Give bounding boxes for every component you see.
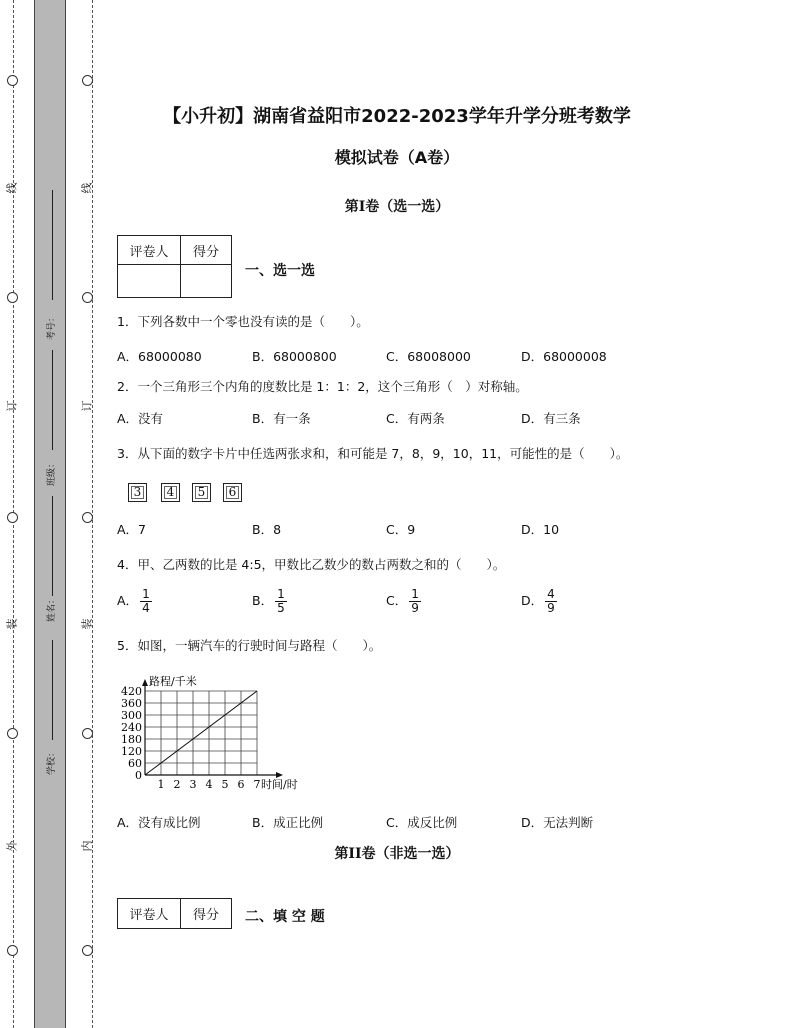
fraction: [275, 588, 287, 615]
punch-hole: [7, 945, 18, 956]
q3-option-a[interactable]: A．7: [117, 522, 147, 537]
grader-label: 评卷人: [118, 236, 181, 265]
number-card: 3: [128, 483, 147, 502]
score-table-1: [117, 235, 232, 298]
y-tick-label: 180: [121, 733, 142, 746]
punch-hole: [82, 75, 93, 86]
chart-y-axis-label: 路程/千米: [149, 675, 197, 688]
question-2: 2．一个三角形三个内角的度数比是 1：1：2，这个三角形（ ）对称轴。: [117, 379, 528, 394]
q2-option-c[interactable]: C．有两条: [386, 411, 445, 426]
q4-option-b[interactable]: [252, 588, 287, 615]
name-blank[interactable]: [52, 496, 53, 596]
x-tick-label: 1: [157, 778, 165, 791]
q2-option-d[interactable]: D．有三条: [521, 411, 581, 426]
q2-option-a[interactable]: A．没有: [117, 411, 164, 426]
exam-number-label: 考号：: [47, 312, 57, 340]
q1-option-a[interactable]: A．68000080: [117, 349, 202, 364]
punch-hole: [7, 512, 18, 523]
question-5: 5．如图，一辆汽车的行驶时间与路程（ ）。: [117, 638, 382, 653]
grader-label: 评卷人: [118, 899, 181, 929]
punch-hole: [82, 728, 93, 739]
q5-option-d[interactable]: D．无法判断: [521, 815, 594, 830]
fraction: [409, 588, 421, 615]
q5-option-a[interactable]: A．没有成比例: [117, 815, 201, 830]
margin-char-nei: 内: [80, 840, 94, 852]
q5-option-c[interactable]: C．成反比例: [386, 815, 458, 830]
chart-x-axis-label: 时间/时: [261, 778, 298, 791]
x-tick-label: 6: [237, 778, 245, 791]
paper-title-line1: 【小升初】湖南省益阳市2022-2023学年升学分班考数学: [163, 106, 631, 127]
punch-hole: [7, 728, 18, 739]
school-blank[interactable]: [52, 640, 53, 740]
y-tick-label: 420: [121, 685, 142, 698]
q1-option-c[interactable]: C．68008000: [386, 349, 471, 364]
denominator: 4: [142, 601, 150, 615]
x-tick-label: 4: [205, 778, 213, 791]
q3-option-d[interactable]: D．10: [521, 522, 560, 537]
q4-c-label: C．: [386, 593, 408, 608]
margin-char-ding: 订: [5, 400, 19, 412]
x-tick-label: 7: [253, 778, 261, 791]
grader-cell[interactable]: [118, 265, 181, 298]
q4-option-c[interactable]: [386, 588, 421, 615]
punch-hole: [7, 292, 18, 303]
margin-char-zhuang: 装: [5, 618, 19, 630]
q1-option-b[interactable]: B．68000800: [252, 349, 337, 364]
school-label: 学校：: [47, 747, 57, 775]
number-card: 5: [192, 483, 211, 502]
x-tick-label: 2: [173, 778, 181, 791]
q4-option-a[interactable]: [117, 588, 152, 615]
series-line: [145, 691, 257, 775]
margin-char-zhuang: 装: [80, 618, 94, 630]
numerator: 1: [142, 587, 150, 601]
q5-option-b[interactable]: B．成正比例: [252, 815, 324, 830]
fraction: [140, 588, 152, 615]
punch-hole: [82, 512, 93, 523]
y-tick-label: 120: [121, 745, 142, 758]
score-label: 得分: [181, 236, 232, 265]
q4-b-label: B．: [252, 593, 274, 608]
q4-a-label: A．: [117, 593, 139, 608]
numerator: 1: [277, 587, 285, 601]
number-card: 4: [161, 483, 180, 502]
part1-heading: 第I卷（选一选）: [344, 199, 450, 215]
section1-title: 一、选一选: [245, 263, 315, 279]
q1-option-d[interactable]: D．68000008: [521, 349, 607, 364]
question-3: 3．从下面的数字卡片中任选两张求和，和可能是 7，8，9，10，11，可能性的是（ ）。: [117, 446, 629, 461]
score-table-2: [117, 898, 232, 929]
punch-hole: [82, 292, 93, 303]
q4-d-label: D．: [521, 593, 544, 608]
question-4: 4．甲、乙两数的比是 4:5，甲数比乙数少的数占两数之和的（ ）。: [117, 557, 506, 572]
number-card: 6: [223, 483, 242, 502]
q4-option-d[interactable]: [521, 588, 557, 615]
distance-time-chart: [115, 672, 315, 797]
score-label: 得分: [181, 899, 232, 929]
margin-char-xian: 线: [80, 182, 94, 194]
class-label: 班级：: [47, 458, 57, 486]
question-1: 1．下列各数中一个零也没有读的是（ ）。: [117, 314, 369, 329]
margin-char-ding: 订: [80, 400, 94, 412]
y-tick-label: 240: [121, 721, 142, 734]
part2-heading: 第II卷（非选一选）: [334, 846, 460, 862]
punch-hole: [82, 945, 93, 956]
denominator: 5: [277, 601, 285, 615]
y-tick-label: 300: [121, 709, 142, 722]
class-blank[interactable]: [52, 350, 53, 450]
paper-title-line2: 模拟试卷（A卷）: [334, 148, 460, 167]
punch-hole: [7, 75, 18, 86]
name-label: 姓名：: [47, 594, 57, 622]
section2-title: 二、填 空 题: [245, 909, 325, 925]
score-cell[interactable]: [181, 265, 232, 298]
y-axis-arrow: [142, 679, 148, 686]
margin-char-xian: 线: [5, 182, 19, 194]
numerator: 1: [411, 587, 419, 601]
y-tick-label: 60: [128, 757, 142, 770]
q3-option-c[interactable]: C．9: [386, 522, 416, 537]
denominator: 9: [411, 601, 419, 615]
fraction: [545, 588, 557, 615]
q3-option-b[interactable]: B．8: [252, 522, 282, 537]
chart-series: [145, 691, 257, 775]
x-tick-label: 3: [189, 778, 197, 791]
q2-option-b[interactable]: B．有一条: [252, 411, 311, 426]
numerator: 4: [547, 587, 555, 601]
y-tick-label: 0: [135, 769, 142, 782]
margin-char-wai: 外: [5, 840, 19, 852]
denominator: 9: [547, 601, 555, 615]
x-tick-label: 5: [221, 778, 229, 791]
y-tick-label: 360: [121, 697, 142, 710]
